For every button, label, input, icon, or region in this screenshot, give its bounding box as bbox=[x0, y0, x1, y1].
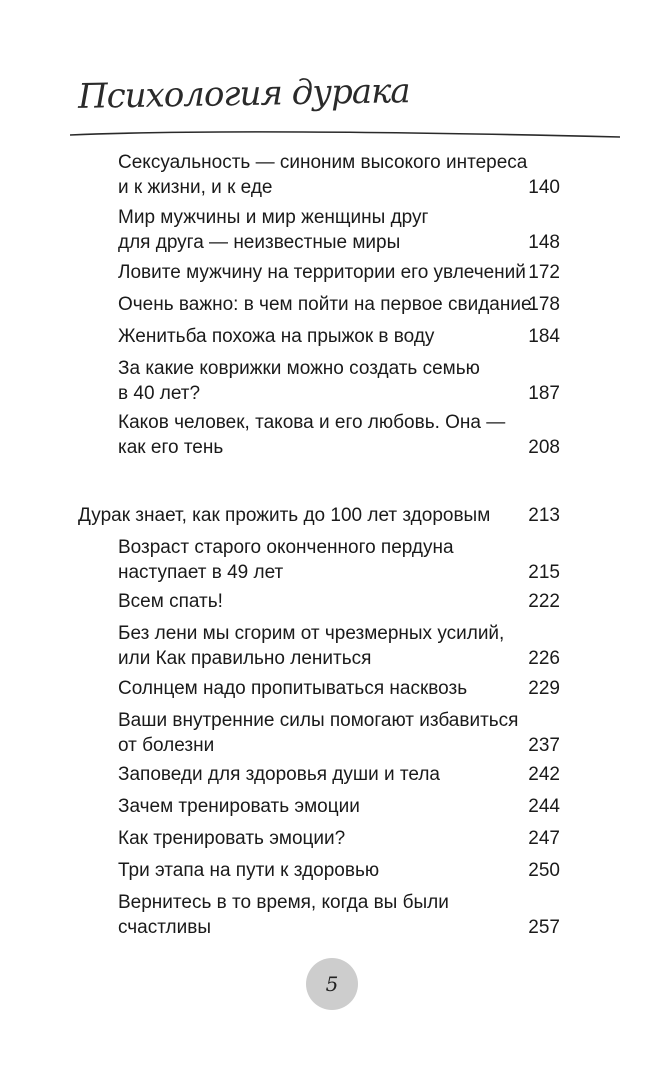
toc-entry bbox=[118, 858, 560, 883]
toc-entry bbox=[118, 260, 560, 285]
toc-entry-page: 148 bbox=[528, 232, 560, 253]
toc-entry bbox=[118, 621, 560, 671]
toc-entry-title: Мир мужчины и мир женщины друг bbox=[118, 207, 429, 228]
toc-entry-title: Каков человек, такова и его любовь. Она — bbox=[118, 412, 506, 433]
toc-section-entry bbox=[78, 503, 560, 528]
toc-entry bbox=[118, 794, 560, 819]
toc-entry-page: 250 bbox=[528, 860, 560, 881]
toc-entry-page: 215 bbox=[528, 562, 560, 583]
toc-entry bbox=[118, 589, 560, 614]
toc-entry-title: За какие коврижки можно создать семью bbox=[118, 358, 480, 379]
toc-entry-title: Очень важно: в чем пойти на первое свидание bbox=[118, 294, 532, 315]
toc-entry-title-line2: наступает в 49 лет bbox=[118, 562, 284, 583]
toc-entry bbox=[118, 410, 560, 460]
toc-entry-title: Ловите мужчину на территории его увлечений bbox=[118, 262, 526, 283]
toc-entry-title: Вернитесь в то время, когда вы были bbox=[118, 892, 449, 913]
toc-entry-page: 226 bbox=[528, 648, 560, 669]
toc-entry-page: 247 bbox=[528, 828, 560, 849]
toc-entry-title: Заповеди для здоровья души и тела bbox=[118, 764, 440, 785]
toc-entry-title-line2: от болезни bbox=[118, 735, 215, 756]
toc-entry-title: Без лени мы сгорим от чрезмерных усилий, bbox=[118, 623, 505, 644]
toc-entry-page: 244 bbox=[528, 796, 560, 817]
toc-entry-title: Сексуальность — синоним высокого интереса bbox=[118, 152, 528, 173]
toc-entry bbox=[118, 708, 560, 758]
toc-entry-page: 213 bbox=[528, 505, 560, 526]
toc-entry-title: Дурак знает, как прожить до 100 лет здоровым bbox=[78, 505, 491, 526]
toc-entry bbox=[118, 356, 560, 406]
toc-entry-title-line2: счастливы bbox=[118, 917, 211, 938]
toc-entry bbox=[118, 890, 560, 940]
toc-entry-page: 172 bbox=[528, 262, 560, 283]
toc-entry-title-line2: как его тень bbox=[118, 437, 224, 458]
toc-entry-title-line2: и к жизни, и к еде bbox=[118, 177, 273, 198]
toc-entry-page: 229 bbox=[528, 678, 560, 699]
toc-entry-page: 187 bbox=[528, 383, 560, 404]
toc-entry-title: Как тренировать эмоции? bbox=[118, 828, 346, 849]
running-header-title: Психология дурака bbox=[77, 71, 410, 117]
toc-entry-title: Солнцем надо пропитываться насквозь bbox=[118, 678, 468, 699]
toc-entry bbox=[118, 762, 560, 787]
toc-entry-page: 178 bbox=[528, 294, 560, 315]
toc-entry-title-line2: для друга — неизвестные миры bbox=[118, 232, 401, 253]
page-number-badge: 5 bbox=[306, 958, 358, 1010]
toc-entry-title: Зачем тренировать эмоции bbox=[118, 796, 360, 817]
toc-entry bbox=[118, 324, 560, 349]
toc-entry-page: 184 bbox=[528, 326, 560, 347]
toc-entry-title: Всем спать! bbox=[118, 591, 223, 612]
toc-entry bbox=[118, 292, 560, 317]
toc-entry-page: 222 bbox=[528, 591, 560, 612]
toc-entry-page: 242 bbox=[528, 764, 560, 785]
toc-entry bbox=[118, 676, 560, 701]
toc-entry bbox=[118, 826, 560, 851]
toc-entry-page: 140 bbox=[528, 177, 560, 198]
toc-entry-title-line2: или Как правильно лениться bbox=[118, 648, 372, 669]
toc-entry-title: Ваши внутренние силы помогают избавиться bbox=[118, 710, 519, 731]
toc-entry bbox=[118, 535, 560, 585]
toc-entry-page: 257 bbox=[528, 917, 560, 938]
toc-entry-title: Три этапа на пути к здоровью bbox=[118, 860, 380, 881]
toc-entry-title-line2: в 40 лет? bbox=[118, 383, 201, 404]
toc-entry-page: 237 bbox=[528, 735, 560, 756]
toc-entry bbox=[118, 205, 560, 255]
toc-entry-page: 208 bbox=[528, 437, 560, 458]
toc-entry bbox=[118, 150, 560, 200]
toc-entry-title: Возраст старого оконченного пердуна bbox=[118, 537, 454, 558]
toc-entry-title: Женитьба похожа на прыжок в воду bbox=[118, 326, 435, 347]
